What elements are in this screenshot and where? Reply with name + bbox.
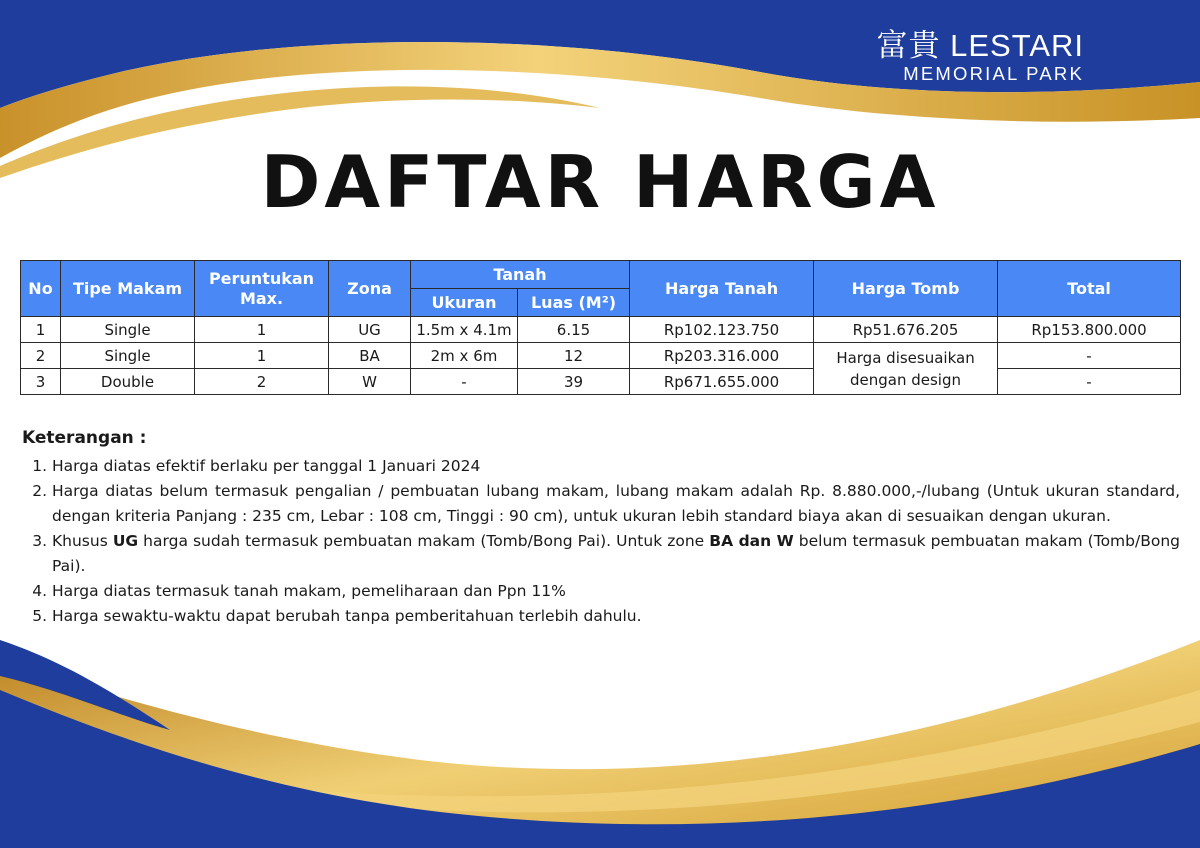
cell-zona: W (329, 369, 411, 395)
cell-harga-tanah: Rp671.655.000 (630, 369, 814, 395)
note-text: belum termasuk pembuatan makam (Tomb/Bong Pai). (52, 532, 1180, 575)
notes-title: Keterangan : (22, 428, 147, 448)
cell-harga-tanah: Rp203.316.000 (630, 343, 814, 369)
cell-no: 2 (21, 343, 61, 369)
notes-list (22, 454, 1180, 629)
note-item (52, 579, 1180, 604)
logo-subtitle: MEMORIAL PARK (903, 63, 1084, 84)
cell-tipe: Single (61, 343, 195, 369)
note-item (52, 529, 1180, 579)
header-zona: Zona (329, 261, 411, 317)
header-harga-tanah: Harga Tanah (630, 261, 814, 317)
note-text: Harga sewaktu-waktu dapat berubah tanpa pemberitahuan terlebih dahulu. (52, 607, 642, 625)
header-tanah: Tanah (411, 261, 630, 289)
page-title: DAFTAR HARGA (260, 140, 940, 224)
cell-ukuran: 2m x 6m (411, 343, 518, 369)
note-text: Harga diatas efektif berlaku per tanggal 1 Januari 2024 (52, 457, 481, 475)
cell-ukuran: 1.5m x 4.1m (411, 317, 518, 343)
cell-total: - (998, 343, 1181, 369)
cell-zona: BA (329, 343, 411, 369)
brand-logo (876, 30, 1084, 85)
header-luas: Luas (M²) (518, 289, 630, 317)
note-bold-zone-ba-w: BA dan W (709, 532, 794, 550)
cell-total: Rp153.800.000 (998, 317, 1181, 343)
cell-harga-tanah: Rp102.123.750 (630, 317, 814, 343)
cell-no: 1 (21, 317, 61, 343)
note-item (52, 604, 1180, 629)
table-row (21, 317, 1181, 343)
logo-chinese-characters: 富貴 (876, 28, 941, 63)
header-total: Total (998, 261, 1181, 317)
cell-harga-tomb-merged: Harga disesuaikan dengan design (814, 343, 998, 395)
table-row (21, 343, 1181, 369)
cell-luas: 39 (518, 369, 630, 395)
header-no: No (21, 261, 61, 317)
cell-harga-tomb: Rp51.676.205 (814, 317, 998, 343)
price-table (20, 260, 1181, 395)
cell-tipe: Single (61, 317, 195, 343)
cell-max: 1 (195, 317, 329, 343)
cell-luas: 6.15 (518, 317, 630, 343)
cell-zona: UG (329, 317, 411, 343)
cell-total: - (998, 369, 1181, 395)
header-ukuran: Ukuran (411, 289, 518, 317)
note-item (52, 454, 1180, 479)
header-peruntukan: Peruntukan Max. (195, 261, 329, 317)
note-bold-zone-ug: UG (112, 532, 139, 550)
cell-max: 1 (195, 343, 329, 369)
cell-tipe: Double (61, 369, 195, 395)
note-text: Harga diatas belum termasuk pengalian / pembuatan lubang makam, lubang makam adalah Rp. 8.880.000,-/lubang (Untuk ukuran standard, dengan kriteria Panjang : 235 cm, Lebar : 108 cm, Tinggi : 90 cm), untuk ukuran lebih standard biaya akan di sesuaikan dengan ukuran. (52, 482, 1180, 525)
note-text: Khusus (52, 532, 113, 550)
note-text: harga sudah termasuk pembuatan makam (Tomb/Bong Pai). Untuk zone (138, 532, 710, 550)
header-tipe-makam: Tipe Makam (61, 261, 195, 317)
table-row (21, 369, 1181, 395)
cell-no: 3 (21, 369, 61, 395)
header-harga-tomb: Harga Tomb (814, 261, 998, 317)
cell-luas: 12 (518, 343, 630, 369)
note-text: Harga diatas termasuk tanah makam, pemeliharaan dan Ppn 11% (52, 582, 566, 600)
note-item (52, 479, 1180, 529)
logo-name: LESTARI (950, 28, 1084, 63)
cell-ukuran: - (411, 369, 518, 395)
cell-max: 2 (195, 369, 329, 395)
notes-section (22, 428, 1180, 629)
